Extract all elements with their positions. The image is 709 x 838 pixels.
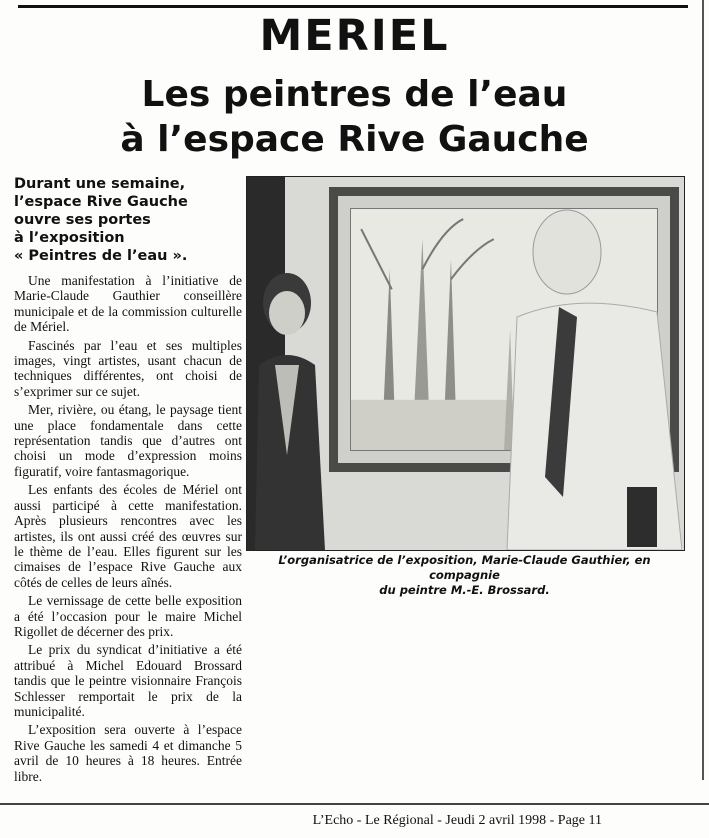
woman-figure: [249, 265, 325, 550]
article-body: [14, 273, 242, 787]
body-paragraph: Le prix du syndicat d’initiative a été attribué à Michel Edouard Brossard tandis que le peintre visionnaire François Schlesser remportait le prix de la municipalité.: [14, 642, 242, 719]
lead-line: « Peintres de l’eau ».: [14, 248, 188, 264]
body-paragraph: Les enfants des écoles de Mériel ont aussi participé à cette manifestation. Après plusieurs rencontres avec les artistes, ils ont aussi créé des œuvres sur le thème de l’eau. Elles figurent sur les cimaises de l’espace Rive Gauche aux côtés de celles de leurs aînés.: [14, 482, 242, 590]
page-footer: L’Echo - Le Régional - Jeudi 2 avril 1998 - Page 11: [312, 813, 602, 828]
headline-line-1: Les peintres de l’eau: [141, 74, 568, 115]
body-paragraph: Une manifestation à l’initiative de Marie-Claude Gauthier conseillère municipale et de la commission culturelle de Mériel.: [14, 273, 242, 335]
lead-line: à l’exposition: [14, 230, 125, 246]
body-paragraph: Le vernissage de cette belle exposition a été l’occasion pour le maire Michel Rigollet de décerner des prix.: [14, 593, 242, 639]
article-headline: [0, 72, 709, 162]
lead-line: ouvre ses portes: [14, 212, 151, 228]
section-kicker: MERIEL: [259, 11, 450, 61]
article-photo: [246, 176, 685, 551]
headline-line-2: à l’espace Rive Gauche: [120, 119, 589, 160]
lead-line: Durant une semaine,: [14, 176, 186, 192]
body-paragraph: Fascinés par l’eau et ses multiples images, vingt artistes, usant chacun de techniques différentes, ont choisi de s’exprimer sur ce sujet.: [14, 337, 242, 399]
footer-rule: [0, 803, 709, 805]
caption-line-2: du peintre M.-E. Brossard.: [379, 583, 550, 597]
caption-line-1: L’organisatrice de l’exposition, Marie-Claude Gauthier, en compagnie: [278, 553, 651, 582]
body-paragraph: L’exposition sera ouverte à l’espace Rive Gauche les samedi 4 et dimanche 5 avril de 10 heures à 18 heures. Entrée libre.: [14, 722, 242, 784]
photo-caption: [246, 553, 683, 598]
man-figure: [497, 197, 682, 550]
body-paragraph: Mer, rivière, ou étang, le paysage tient une place fondamentale dans cette représentation tandis que d’autres ont choisi un mode d’expression moins figuratif, voire fantasmagorique.: [14, 402, 242, 479]
article-lead: [14, 175, 242, 265]
lead-line: l’espace Rive Gauche: [14, 194, 188, 210]
